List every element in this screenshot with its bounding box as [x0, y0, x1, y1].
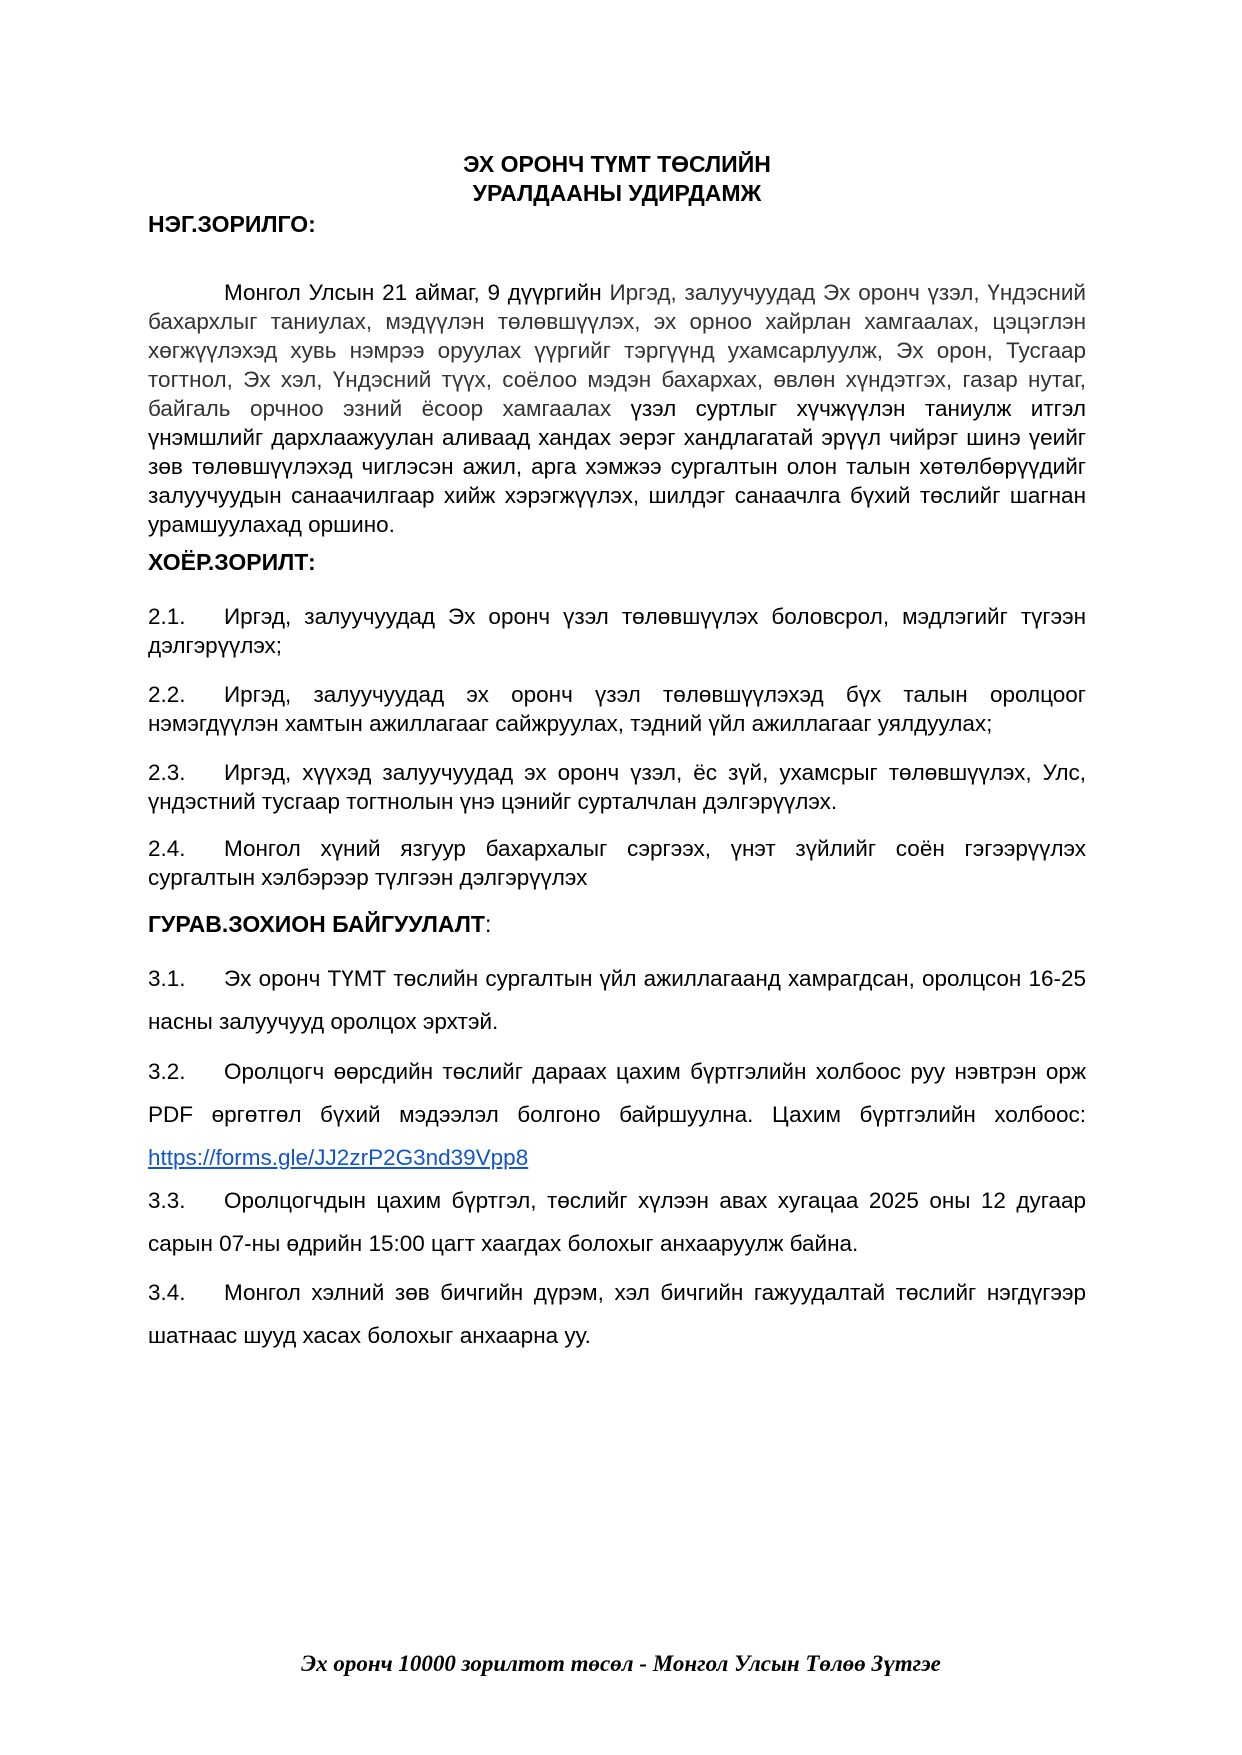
registration-form-link[interactable]: https://forms.gle/JJ2zrP2G3nd39Vpp8: [148, 1145, 529, 1170]
document-title: [148, 150, 1086, 208]
item-number: 3.1.: [148, 966, 186, 991]
paragraph-bold-lead: Монгол Улсын 21 аймаг, 9 дүүргийн: [224, 280, 602, 305]
section-1-heading: НЭГ.ЗОРИЛГО:: [148, 211, 316, 237]
list-item-2-4: [148, 834, 1086, 892]
list-item-3-2: [148, 1050, 1086, 1179]
item-number: 2.1.: [148, 604, 186, 629]
item-text: Монгол хэлний зөв бичгийн дүрэм, хэл бичгийн гажуудалтай төслийг нэгдүгээр шатнаас шууд хасах болохыг анхаарна уу.: [148, 1280, 1086, 1348]
section-2-heading: ХОЁР.ЗОРИЛТ:: [148, 549, 316, 575]
item-text: Иргэд, залуучуудад Эх оронч үзэл төлөвшүүлэх боловсрол, мэдлэгийг түгээн дэлгэрүүлэх;: [148, 604, 1086, 658]
list-item-3-3: [148, 1179, 1086, 1265]
item-number: 3.2.: [148, 1059, 186, 1084]
item-text: Иргэд, залуучуудад эх оронч үзэл төлөвшүүлэхэд бүх талын оролцоог нэмэгдүүлэн хамтын ажиллагааг сайжруулах, тэдний үйл ажиллагааг уялдуулах;: [148, 682, 1086, 736]
item-text: Иргэд, хүүхэд залуучуудад эх оронч үзэл, ёс зүй, ухамсрыг төлөвшүүлэх, Улс, үндэстний тусгаар тогтнолын үнэ цэнийг сурталчлан дэлгэрүүлэх.: [148, 760, 1086, 814]
page-footer: Эх оронч 10000 зорилтот төсөл - Монгол Улсын Төлөө Зүтгэе: [301, 1651, 941, 1676]
item-number: 3.4.: [148, 1280, 186, 1305]
paragraph-gray-text: Иргэд, залуучуудад Эх оронч үзэл, Үндэсний бахархлыг таниулах, мэдүүлэн төлөвшүүлэх, эх орноо хайрлан хамгаалах, цэцэглэн хөгжүүлэхэд хувь нэмрээ оруулах үүргийг тэргүүнд ухамсарлуулж, Эх орон, Тусгаар тогтнол, Эх хэл, Үндэсний түүх, соёлоо мэдэн бахархах, өвлөн хүндэтгэх, газар нутаг, байгаль орчноо эзний ёсоор хамгаалах: [148, 280, 1086, 421]
title-line-2: УРАЛДААНЫ УДИРДАМЖ: [472, 180, 762, 206]
item-text: Оролцогчдын цахим бүртгэл, төслийг хүлээн авах хугацаа 2025 оны 12 дугаар сарын 07-ны өдрийн 15:00 цагт хаагдах болохыг анхааруулж байна.: [148, 1188, 1086, 1256]
item-text: Монгол хүний язгуур бахархалыг сэргээх, үнэт зүйлийг соён гэгээрүүлэх сургалтын хэлбэрээр түлгээн дэлгэрүүлэх: [148, 836, 1086, 890]
list-item-2-3: [148, 758, 1086, 816]
list-item-2-1: [148, 602, 1086, 660]
item-number: 3.3.: [148, 1188, 186, 1213]
item-text: Оролцогч өөрсдийн төслийг дараах цахим бүртгэлийн холбоос руу нэвтрэн орж PDF өргөтгөл бүхий мэдээлэл болгоно байршуулна. Цахим бүртгэлийн холбоос:: [148, 1059, 1086, 1127]
item-text: Эх оронч ТҮМТ төслийн сургалтын үйл ажиллагаанд хамрагдсан, оролцсон 16-25 насны залуучууд оролцох эрхтэй.: [148, 966, 1086, 1034]
list-item-2-2: [148, 680, 1086, 738]
item-number: 2.4.: [148, 836, 186, 861]
list-item-3-4: [148, 1271, 1086, 1357]
section-3-heading-text: ГУРАВ.ЗОХИОН БАЙГУУЛАЛТ: [148, 911, 485, 937]
section-3-heading-colon: :: [484, 911, 492, 937]
list-item-3-1: [148, 957, 1086, 1043]
item-number: 2.2.: [148, 682, 186, 707]
section-1-paragraph: [148, 278, 1086, 539]
title-line-1: ЭХ ОРОНЧ ТҮМТ ТӨСЛИЙН: [463, 151, 771, 177]
section-3-heading: [148, 910, 491, 939]
paragraph-black-text: үзэл суртлыг хүчжүүлэн таниулж итгэл үнэмшлийг дархлаажуулан аливаад хандах эерэг хандлагатай эрүүл чийрэг шинэ үеийг зөв төлөвшүүлэхэд чиглэсэн ажил, арга хэмжээ сургалтын олон талын хөтөлбөрүүдийг залуучуудын санаачилгаар хийж хэрэгжүүлэх, шилдэг санаачлга бүхий төслийг шагнан урамшуулахад оршино.: [148, 396, 1087, 537]
item-number: 2.3.: [148, 760, 186, 785]
